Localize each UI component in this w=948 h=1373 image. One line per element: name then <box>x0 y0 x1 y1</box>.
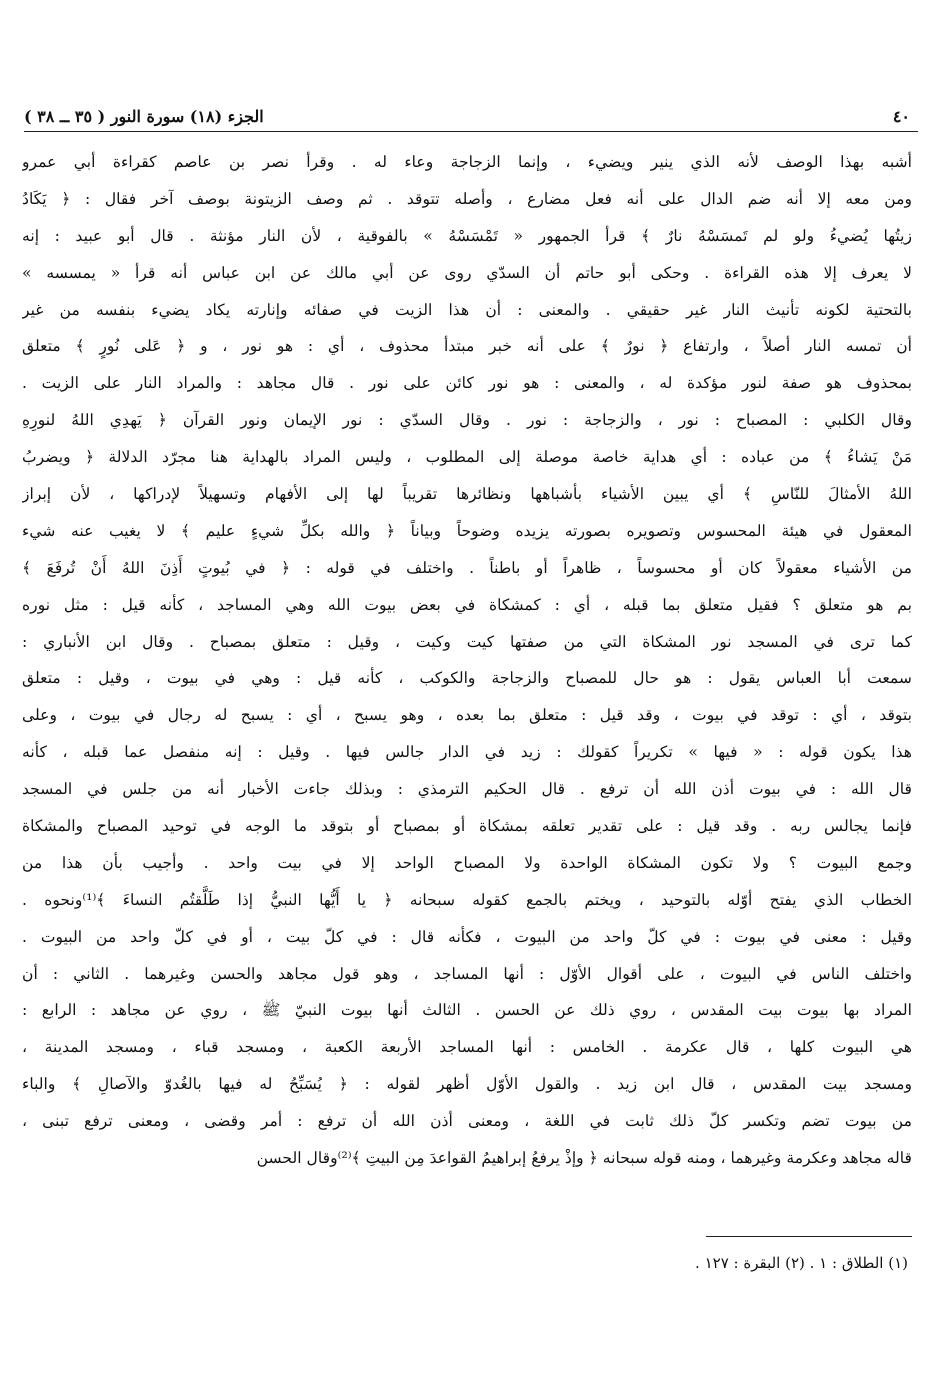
footnote: (١) الطلاق : ١ . (٢) البقرة : ١٢٧ . <box>695 1254 908 1272</box>
text-line: المعقول في هيئة المحسوس وتصويره بصورته يزيده وضوحاً وبياناً ﴿ والله بكلِّ شيءٍ عليم ﴾ لا يغيب عنه شيء <box>22 521 912 540</box>
text-line: وقال الكلبي : المصباح : نور ، والزجاجة : نور . وقال السدّي : نور الإيمان ونور القرآن ﴿ يَهدِي اللهُ لنورِهِ <box>22 411 912 430</box>
text-line: سمعت أبا العباس يقول : هو حال للمصباح والزجاجة والكوكب ، كأنه قيل : وهي في بيوت ، وقيل : متعلق <box>22 669 912 688</box>
text-line: زيتُها يُضيءُ ولو لم تَمسَسْهُ نارٌ ﴾ قرأ الجمهور « تَمْسَسْهُ » بالفوقية ، لأن النار مؤنثة . قال أبو عبيد : إنه <box>22 226 912 245</box>
footnote-rule <box>706 1236 912 1237</box>
text-line: بمحذوف هو صفة لنور مؤكدة له ، والمعنى : هو نور كائن على نور . قال مجاهد : والمراد النار على الزيت . <box>22 374 912 393</box>
running-header <box>24 104 910 130</box>
text-line: وقيل : معنى في بيوت : في كلّ واحد من البيوت ، فكأنه قال : في كلّ بيت ، أو في كلّ واحد من البيوت . <box>22 927 912 946</box>
text-line: أن تمسه النار أصلاً ، وارتفاع ﴿ نورٌ ﴾ على أنه خبر مبتدأ محذوف ، أي : هو نور ، و ﴿ عَلى نُورٍ ﴾ متعلق <box>22 337 912 356</box>
text-line: ومن معه إلا أنه ضم الدال على أنه فعل مضارع ، وأصله تتوقد . ثم وصف الزيتونة بوصف آخر فقال : ﴿ يَكَادُ <box>22 189 912 208</box>
text-line: ومسجد بيت المقدس ، قال ابن زيد . والقول الأوّل أظهر لقوله : ﴿ يُسَبِّحُ له فيها بالغُدوّ والآصالِ ﴾ والباء <box>22 1075 912 1094</box>
text-line: من الأشياء معقولاً كان أو محسوساً ، ظاهراً أو باطناً . واختلف في قوله : ﴿ في بُيوتٍ أَذِنَ اللهُ أَنْ تُرفَعَ ﴾ <box>22 558 912 577</box>
text-line: هي البيوت كلها ، قال عكرمة . الخامس : أنها المساجد الأربعة الكعبة ، ومسجد قباء ، ومسجد المدينة ، <box>22 1038 912 1057</box>
running-title: الجزء (١٨) سورة النور ( ٣٥ ــ ٣٨ ) <box>24 107 264 126</box>
text-line: اللهُ الأمثالَ للنّاسِ ﴾ أي يبين الأشياء بأشباهها ونظائرها تقريباً لها إلى الأفهام وتسهيلاً لإدراكها ، لأن إبراز <box>22 485 912 504</box>
main-text <box>22 144 912 1177</box>
text-line: قال الله : في بيوت أذن الله أن ترفع . قال الحكيم الترمذي : وبذلك جاءت الأخبار أنه من جلس في المسجد <box>22 780 912 799</box>
text-line: كما ترى في المسجد نور المشكاة التي من صفتها كيت وكيت ، وقيل : متعلق بمصباح . وقال ابن الأنباري : <box>22 632 912 651</box>
page-number: ٤٠ <box>892 107 910 126</box>
text-line: قاله مجاهد وعكرمة وغيرهما ، ومنه قوله سبحانه ﴿ وإذْ يرفعُ إبراهيمُ القواعدَ مِن البيتِ ﴾⁽²⁾وقال الحسن <box>256 1149 912 1168</box>
text-line: هذا يكون قوله : « فيها » تكريراً كقولك : زيد في الدار جالس فيها . وقيل : إنه منفصل عما قبله ، كأنه <box>22 743 912 762</box>
text-line: بتوقد ، أي : توقد في بيوت ، وقد قيل : متعلق بما بعده ، وهو يسبح ، أي : يسبح له رجال في بيوت ، وعلى <box>22 706 912 725</box>
text-line: الخطاب الذي يفتح أوّله بالتوحيد ، ويختم بالجمع كقوله سبحانه ﴿ يا أَيُّها النبيُّ إذا طَلَّقتُم النساءَ ﴾⁽¹⁾ونحوه . <box>22 890 912 909</box>
text-line: مَنْ يَشاءُ ﴾ من عباده : أي هداية خاصة موصلة إلى المطلوب ، وليس المراد بالهداية هنا مجرّد الدلالة ﴿ ويضربُ <box>22 448 912 467</box>
text-line: من بيوت تضم وتكسر كلّ ذلك ثابت في اللغة ، ومعنى أذن الله أن ترفع : أمر وقضى ، ومعنى ترفع تبنى ، <box>22 1112 912 1131</box>
text-line: وجمع البيوت ؟ ولا تكون المشكاة الواحدة ولا المصباح الواحد إلا في بيت واحد . وأجيب بأن هذا من <box>22 853 912 872</box>
header-rule <box>24 131 918 132</box>
text-line: واختلف الناس في البيوت ، على أقوال الأوّل : أنها المساجد ، وهو قول مجاهد والحسن وغيرهما . الثاني : أن <box>22 964 912 983</box>
text-line: فإنما يجالس ربه . وقد قيل : على تقدير تعلقه بمشكاة أو بمصباح أو بتوقد ما الوجه في توحيد المصباح والمشكاة <box>22 817 912 836</box>
text-line: لا يعرف إلا هذه القراءة . وحكى أبو حاتم أن السدّي روى عن أبي مالك عن ابن عباس أنه قرأ « يمسسه » <box>22 263 912 282</box>
text-line: أشبه بهذا الوصف لأنه الذي ينير ويضيء ، وإنما الزجاجة وعاء له . وقرأ نصر بن عاصم كقراءة أبي عمرو <box>22 153 912 171</box>
text-line: المراد بها بيوت بيت المقدس ، روي ذلك عن الحسن . الثالث أنها بيوت النبيّ ﷺ ، روي عن مجاهد : الرابع : <box>22 1001 912 1020</box>
text-line: بالتحتية لكونه تأنيث النار غير حقيقي . والمعنى : أن هذا الزيت في صفائه وإنارته يكاد يضيء بنفسه من غير <box>22 300 912 319</box>
text-line: بم هو متعلق ؟ فقيل متعلق بما قبله ، أي : كمشكاة في بعض بيوت الله وهي المساجد ، كأنه قيل : مثل نوره <box>22 595 912 614</box>
